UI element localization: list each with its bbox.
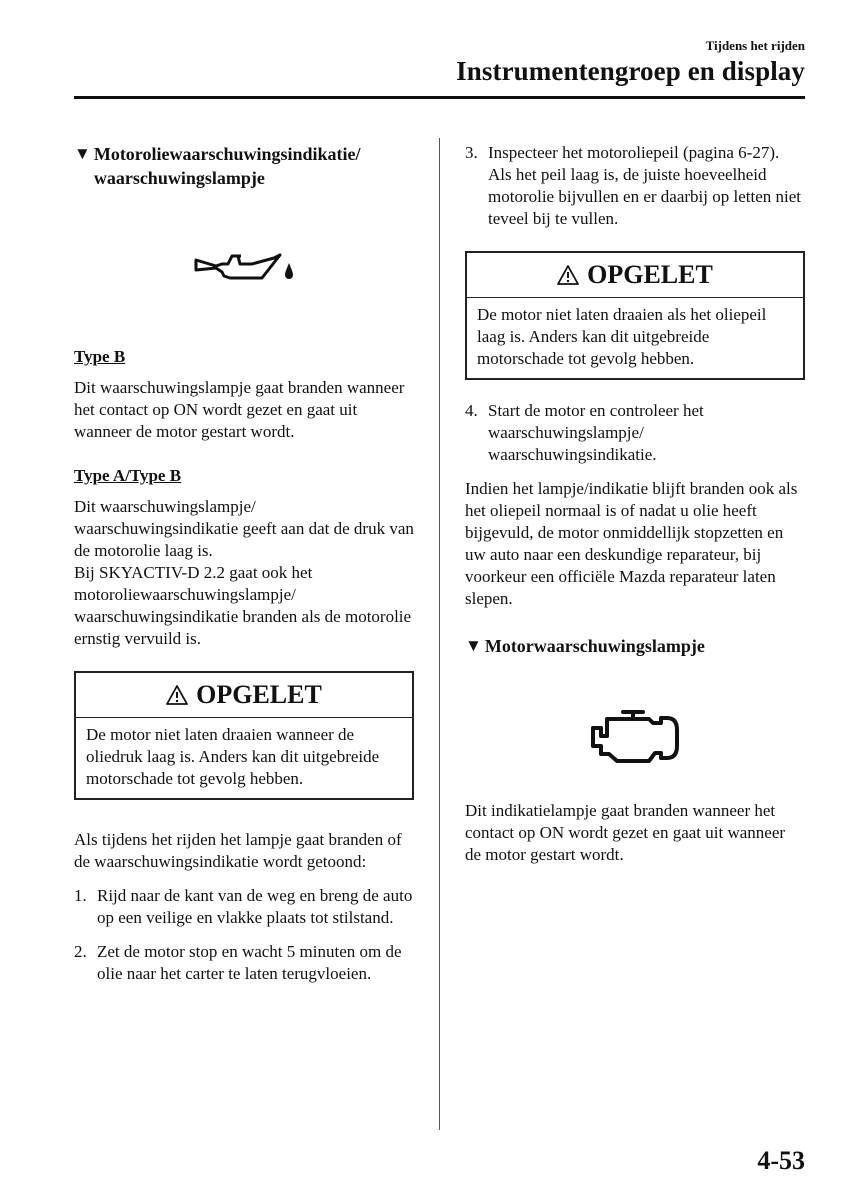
caution-title: OPGELET xyxy=(587,260,713,289)
header-section: Tijdens het rijden xyxy=(705,38,805,53)
typeb-text: Dit waarschuwingslampje gaat branden wanneer het contact op ON wordt gezet en gaat uit wanneer de motor gestart wordt. xyxy=(74,378,405,441)
left-column xyxy=(74,142,414,985)
typeab-title: Type A/Type B xyxy=(74,466,182,485)
caution-header xyxy=(76,673,412,718)
engine-text: Dit indikatielampje gaat branden wanneer het contact op ON wordt gezet en gaat uit wanneer de motor gestart wordt. xyxy=(465,801,786,864)
list-item xyxy=(74,941,414,985)
header-rule xyxy=(74,96,805,99)
triangle-down-icon: ▼ xyxy=(465,636,482,655)
after-text: Indien het lampje/indikatie blijft branden ook als het oliepeil normaal is of nadat u olie heeft bijgevuld, de motor onmiddellijk stopzetten en uw auto naar een deskundige reparateur, bij voorkeur een officiële Mazda reparateur laten slepen. xyxy=(465,479,798,608)
column-divider xyxy=(439,138,440,1130)
heading-line-2: waarschuwingslampje xyxy=(93,168,265,188)
step-text: Zet de motor stop en wacht 5 minuten om de olie naar het carter te laten terugvloeien. xyxy=(97,942,402,983)
list-item xyxy=(465,142,805,230)
typeb-title: Type B xyxy=(74,347,126,366)
intro-text: Als tijdens het rijden het lampje gaat branden of de waarschuwingsindikatie wordt getoond: xyxy=(74,830,402,871)
list-item xyxy=(74,885,414,929)
step-text: Start de motor en controleer het waarschuwingslampje/ waarschuwingsindikatie. xyxy=(488,401,704,464)
typeab-text: Dit waarschuwingslampje/ waarschuwingsindikatie geeft aan dat de druk van de motorolie laag is. xyxy=(74,497,414,560)
engine-warning-heading xyxy=(465,634,805,658)
step-number: 3. xyxy=(465,143,478,162)
caution-text: De motor niet laten draaien als het oliepeil laag is. Anders kan dit uitgebreide motorschade tot gevolg hebben. xyxy=(477,305,767,368)
page-number: 4-53 xyxy=(757,1146,805,1175)
step-number: 1. xyxy=(74,886,87,905)
caution-header xyxy=(467,253,803,298)
oil-icon-wrap xyxy=(74,248,414,292)
step-number: 2. xyxy=(74,942,87,961)
caution-box-right xyxy=(465,251,805,380)
heading-line-1: Motoroliewaarschuwingsindikatie/ xyxy=(93,144,361,164)
warning-triangle-icon xyxy=(557,265,579,285)
page-title: Instrumentengroep en display xyxy=(456,56,805,86)
oil-warning-heading xyxy=(74,142,414,190)
right-column xyxy=(465,142,805,866)
warning-triangle-icon xyxy=(166,685,188,705)
caution-title: OPGELET xyxy=(196,680,322,709)
caution-text: De motor niet laten draaien wanneer de oliedruk laag is. Anders kan dit uitgebreide motorschade tot gevolg hebben. xyxy=(86,725,380,788)
typeab-text-2: Bij SKYACTIV-D 2.2 gaat ook het motoroliewaarschuwingslampje/ waarschuwingsindikatie branden als de motorolie ernstig vervuild is. xyxy=(74,563,412,648)
engine-check-icon xyxy=(587,708,683,768)
triangle-down-icon: ▼ xyxy=(74,144,91,163)
list-item xyxy=(465,400,805,466)
heading-text: Motorwaarschuwingslampje xyxy=(484,636,705,656)
step-text: Inspecteer het motoroliepeil (pagina 6-27). Als het peil laag is, de juiste hoeveelheid motorolie bijvullen en er daarbij op letten niet teveel bij te vullen. xyxy=(488,143,801,228)
step-text: Rijd naar de kant van de weg en breng de auto op een veilige en vlakke plaats tot stilstand. xyxy=(97,886,413,927)
step-number: 4. xyxy=(465,401,478,420)
caution-box-left xyxy=(74,671,414,800)
oil-can-icon xyxy=(194,248,294,292)
engine-icon-wrap xyxy=(465,708,805,768)
